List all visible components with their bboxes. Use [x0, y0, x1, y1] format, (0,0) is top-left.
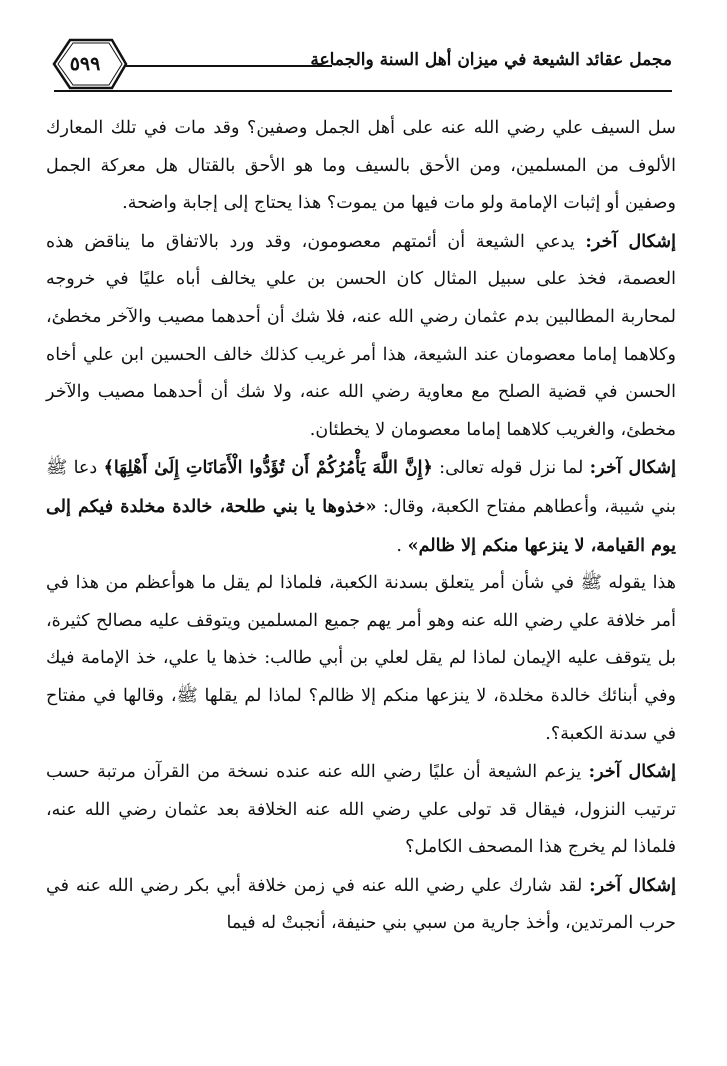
paragraph-text: يزعم الشيعة أن عليًا رضي الله عنه عنده نسخة من القرآن مرتبة حسب ترتيب النزول، فيقال قد تولى علي رضي الله عنه الخلافة بعد عثمان رضي الله عنه، فلماذا لم يخرج هذا المصحف الكامل؟: [46, 762, 676, 858]
objection-label: إشكال آخر:: [585, 230, 676, 252]
paragraph: [46, 753, 676, 867]
paragraph-text: لقد شارك علي رضي الله عنه في زمن خلافة أبي بكر رضي الله عنه في حرب المرتدين، وأخذ جارية من سبي بني حنيفة، أنجبتْ له فيما: [46, 875, 676, 934]
hadith-quote: «خذوها يا بني طلحة، خالدة مخلدة فيكم إلى يوم القيامة، لا ينزعها منكم إلا ظالم»: [46, 495, 676, 556]
header-rule-upper: [126, 65, 332, 67]
paragraph-text: لما نزل قوله تعالى:: [432, 458, 590, 479]
paragraph-text: .: [396, 535, 408, 556]
objection-label: إشكال آخر:: [588, 761, 676, 783]
paragraph-text: يدعي الشيعة أن أئمتهم معصومون، وقد ورد بالاتفاق ما يناقض هذه العصمة، فخذ على سبيل المثال كان الحسن بن علي يخالف أباه عليًا في خروجه لمحاربة المطالبين بدم عثمان رضي الله عنه، فلا شك أن أحدهما مصيب والآخر مخطئ، وكلاهما إماما معصومان عند الشيعة، هذا أمر غريب كذلك خالف الحسين ابن علي أخاه الحسن في قضية الصلح مع معاوية رضي الله عنه، ولا شك أن أحدهما مصيب والآخر مخطئ، والغريب كلاهما إماما معصومان لا يخطئان.: [46, 231, 676, 440]
page-header: [40, 36, 672, 92]
paragraph-text: دعا ﷺ بني شيبة، وأعطاهم مفتاح الكعبة، وقال:: [46, 458, 676, 517]
paragraph: [46, 449, 676, 565]
objection-label: إشكال آخر:: [589, 874, 676, 896]
page-body: [46, 110, 676, 943]
running-title: مجمل عقائد الشيعة في ميزان أهل السنة والجماعة: [310, 50, 672, 70]
header-rule: [54, 90, 672, 92]
objection-label: إشكال آخر:: [589, 457, 676, 479]
paragraph: [46, 223, 676, 450]
paragraph: سل السيف علي رضي الله عنه على أهل الجمل وصفين؟ وقد مات في تلك المعارك الألوف من المسلمين، ومن الأحق بالسيف وما هو الأحق بالقتال هل معركة الجمل وصفين أو إثبات الإمامة ولو مات فيها من يموت؟ هذا يحتاج إلى إجابة واضحة.: [46, 118, 676, 214]
quran-verse: ﴿إِنَّ اللَّهَ يَأْمُرُكُمْ أَن تُؤَدُّوا الْأَمَانَاتِ إِلَىٰ أَهْلِهَا﴾: [103, 457, 433, 479]
paragraph: [46, 867, 676, 943]
paragraph: هذا يقوله ﷺ في شأن أمر يتعلق بسدنة الكعبة، فلماذا لم يقل ما هوأعظم من هذا في أمر خلافة علي رضي الله عنه وهو أمر يهم جميع المسلمين ويتوقف عليه مصالح كثيرة، بل يتوقف عليه الإيمان لماذا لم يقل لعلي بن أبي طالب: خذها يا علي، خذ الإمامة فيك وفي أبنائك خالدة مخلدة، لا ينزعها منكم إلا ظالم؟ لماذا لم يقلها ﷺ، وقالها في مفتاح في سدنة الكعبة؟.: [46, 573, 676, 744]
page-number: ٥٩٩: [69, 53, 101, 75]
